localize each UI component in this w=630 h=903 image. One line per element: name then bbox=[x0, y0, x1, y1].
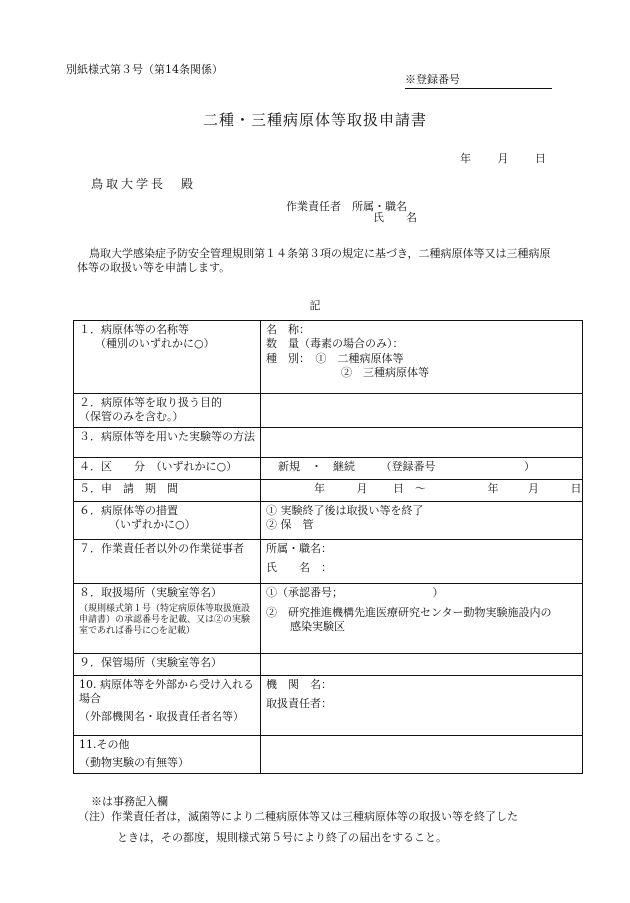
row-sublabel: （いずれかに○） bbox=[109, 517, 196, 531]
period-input-cell[interactable] bbox=[261, 479, 583, 501]
applicant-affiliation[interactable]: 作業責任者 所属・職名 bbox=[286, 200, 407, 213]
footnote-line-2: ときは，その都度，規則様式第５号により終了の届出をすること。 bbox=[117, 831, 447, 844]
workers-input-cell[interactable] bbox=[261, 539, 583, 583]
label-cell bbox=[74, 539, 261, 583]
row-label: ７．作業責任者以外の作業従事者 bbox=[79, 541, 244, 555]
start-day: 日 ～ bbox=[393, 481, 426, 495]
form-id: 別紙様式第３号（第14条関係） bbox=[66, 63, 223, 76]
location-option-1-close: ） bbox=[432, 585, 444, 599]
row-location bbox=[74, 583, 583, 653]
start-year: 年 bbox=[314, 481, 325, 495]
resp-label: 取扱責任者： bbox=[266, 696, 332, 710]
quantity-field-label: 数 量（毒素の場合のみ）： bbox=[266, 337, 404, 351]
registration-number-label: （登録番号 bbox=[380, 459, 436, 473]
row-label: 11.その他 bbox=[79, 737, 130, 751]
worker-affiliation-label: 所属・職名： bbox=[266, 541, 332, 555]
external-input-cell[interactable] bbox=[261, 675, 583, 735]
row-purpose bbox=[74, 394, 583, 428]
end-year: 年 bbox=[487, 481, 499, 495]
row-other bbox=[74, 735, 583, 773]
label-cell bbox=[74, 457, 261, 479]
applicant-name[interactable]: 氏 名 bbox=[373, 211, 417, 224]
row-sublabel: （外部機関名・取扱責任者名等） bbox=[79, 710, 244, 724]
org-label: 機 関 名： bbox=[266, 677, 332, 691]
location-option-2[interactable]: ② 研究推進機構先進医療研究センター動物実験施設内の bbox=[266, 605, 552, 619]
purpose-input-cell[interactable] bbox=[261, 394, 583, 428]
method-input-cell[interactable] bbox=[261, 427, 583, 457]
addressee: 鳥取大学長 殿 bbox=[91, 177, 197, 191]
row-label: １．病原体等の名称等 bbox=[79, 323, 189, 336]
location-note: （規則様式第１号（特定病原体等取扱施設申請書）の承認番号を記載、又は②の実験室であれば番号に○を記載） bbox=[79, 603, 251, 637]
row-sublabel: （種別のいずれかに○） bbox=[95, 337, 215, 351]
date-day: 日 bbox=[535, 152, 546, 165]
row-label: ３．病原体等を用いた実験等の方法 bbox=[79, 429, 255, 443]
location-option-1[interactable]: ①（承認番号； bbox=[266, 585, 343, 599]
label-cell bbox=[74, 675, 261, 735]
label-cell bbox=[74, 501, 261, 539]
type-option-1[interactable]: 種 別： ① 二種病原体等 bbox=[266, 351, 404, 365]
page-title: 二種・三種病原体等取扱申請書 bbox=[202, 111, 427, 129]
row-workers bbox=[74, 539, 583, 583]
date-line[interactable] bbox=[460, 153, 546, 166]
row-pathogen-name bbox=[74, 321, 583, 394]
row-method bbox=[74, 427, 583, 457]
registration-number-close: ） bbox=[524, 459, 535, 473]
label-cell bbox=[74, 735, 261, 773]
registration-number-field[interactable]: ※登録番号 bbox=[405, 74, 552, 89]
row-label: ９．保管場所（実験室等名） bbox=[79, 655, 222, 669]
row-storage bbox=[74, 653, 583, 675]
footnote-line-1: （注）作業責任者は，滅菌等により二種病原体等又は三種病原体等の取扱い等を終了した bbox=[78, 810, 518, 823]
label-cell bbox=[74, 427, 261, 457]
office-use-note: ※は事務記入欄 bbox=[91, 795, 168, 808]
row-label: ５．申 請 期 間 bbox=[79, 481, 178, 495]
row-external bbox=[74, 675, 583, 735]
row-sublabel: （保管のみを含む。） bbox=[79, 410, 184, 424]
date-month: 月 bbox=[497, 152, 509, 165]
start-month: 月 bbox=[356, 481, 368, 495]
name-field-label: 名 称： bbox=[266, 323, 310, 336]
row-category bbox=[74, 457, 583, 479]
type-option-2[interactable]: ② 三種病原体等 bbox=[341, 365, 429, 379]
location-option-2-cont: 感染実験区 bbox=[290, 620, 345, 634]
worker-name-label: 氏 名 ： bbox=[266, 560, 332, 574]
label-cell bbox=[74, 321, 261, 394]
request-statement: 鳥取大学感染症予防安全管理規則第１４条第３項の規定に基づき，二種病原体等又は三種病原体等の取扱い等を申請します。 bbox=[77, 247, 551, 274]
row-period bbox=[74, 479, 583, 501]
label-cell bbox=[74, 394, 261, 428]
measure-option-1[interactable]: ① 実験終了後は取扱い等を終了 bbox=[266, 503, 424, 517]
application-form-table bbox=[73, 320, 583, 774]
measures-input-cell[interactable] bbox=[261, 501, 583, 539]
pathogen-name-input-cell[interactable] bbox=[261, 321, 583, 394]
row-label: ８．取扱場所（実験室等名） bbox=[79, 585, 222, 599]
row-label: 10. 病原体等を外部から受け入れる場合 bbox=[79, 677, 254, 705]
measure-option-2[interactable]: ② 保 管 bbox=[266, 517, 314, 531]
end-month: 月 bbox=[528, 481, 539, 495]
other-input-cell[interactable] bbox=[261, 735, 583, 773]
row-label: ６．病原体等の措置 bbox=[79, 503, 178, 517]
date-year: 年 bbox=[460, 152, 471, 165]
row-label: ２．病原体等を取り扱う目的 bbox=[79, 396, 222, 409]
ki-heading: 記 bbox=[309, 299, 321, 312]
end-day: 日 bbox=[570, 481, 582, 495]
row-label: ４．区 分 （いずれかに○） bbox=[79, 459, 238, 473]
category-input-cell[interactable] bbox=[261, 457, 583, 479]
label-cell bbox=[74, 653, 261, 675]
row-measures bbox=[74, 501, 583, 539]
new-continuation-option[interactable]: 新規 ・ 継続 bbox=[278, 459, 355, 473]
storage-input-cell[interactable] bbox=[261, 653, 583, 675]
location-input-cell[interactable] bbox=[261, 583, 583, 653]
label-cell bbox=[74, 583, 261, 653]
label-cell bbox=[74, 479, 261, 501]
row-sublabel: （動物実験の有無等） bbox=[79, 755, 189, 769]
